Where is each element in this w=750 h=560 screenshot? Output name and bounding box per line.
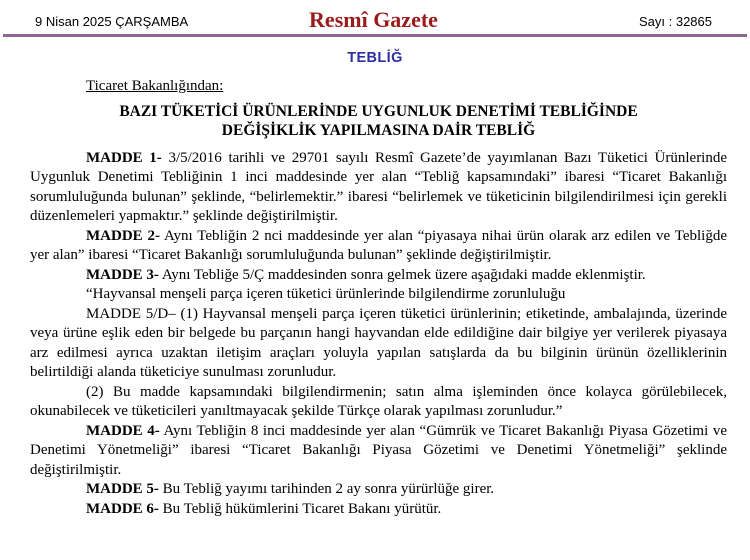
article-paragraph (30, 305, 727, 383)
article-paragraph (30, 285, 727, 305)
notification-document (30, 77, 727, 519)
article-paragraph (30, 266, 727, 286)
notification-title (30, 102, 727, 140)
gazette-date: 9 Nisan 2025 ÇARŞAMBA (35, 14, 189, 29)
article-text: Aynı Tebliğe 5/Ç maddesinden sonra gelmek üzere aşağıdaki madde eklenmiştir. (158, 266, 646, 283)
article-paragraph (30, 383, 727, 422)
article-number: MADDE 5- (86, 481, 159, 497)
article-paragraph (30, 149, 727, 227)
notification-title-line1: BAZI TÜKETİCİ ÜRÜNLERİNDE UYGUNLUK DENETİMİ TEBLİĞİNDE (119, 102, 638, 120)
article-text: (2) Bu madde kapsamındaki bilgilendirmenin; satın alma işleminden önce kolayca görülebilecek, okunabilecek ve tüketicileri yanıltmayacak şekilde Türkçe olarak yapılması zorunludur.” (30, 383, 727, 419)
notification-title-line2: DEĞİŞİKLİK YAPILMASINA DAİR TEBLİĞ (221, 121, 536, 139)
article-text: “Hayvansal menşeli parça içeren tüketici ürünlerinde bilgilendirme zorunluluğu (86, 286, 566, 302)
article-number: MADDE 3- (86, 266, 159, 283)
article-text: MADDE 5/D– (1) Hayvansal menşeli parça içeren tüketici ürünlerinin; etiketinde, ambalajında, üzerinde veya ürüne eşlik eden bir belgede bu parçanın hangi hayvandan elde edildiğine dair bilgiye yer verilerek piyasaya arz edilmesi ayrıca uzaktan iletişim araçları yoluyla yapılan satışlarda da bu bilginin ürünün özelliklerinin belirtildiği alanda tüketiciye sunulması zorunludur. (30, 305, 727, 380)
article-paragraph (30, 480, 727, 500)
article-text: 3/5/2016 tarihli ve 29701 sayılı Resmî Gazete’de yayımlanan Bazı Tüketici Ürünlerinde Uygunluk Denetimi Tebliğinin 1 inci maddesinde yer alan “Tebliğ kapsamındaki” ibaresi “Ticaret Bakanlığı sorumluluğunda bulunan” şeklinde, “belirlemektir.” ibaresi “belirlemek ve tüketicinin bilgilendirilmesi için gerekli düzenlemeleri yapmaktır.” şeklinde değiştirilmiştir. (30, 149, 728, 224)
article-text: Aynı Tebliğin 8 inci maddesinde yer alan “Gümrük ve Ticaret Bakanlığı Piyasa Gözetimi ve Denetimi Yönetmeliği” ibaresi “Ticaret Bakanlığı Piyasa Gözetimi ve Denetimi Yönetmeliği” şeklinde değiştirilmiştir. (30, 422, 728, 478)
article-text: Bu Tebliğ yayımı tarihinden 2 ay sonra yürürlüğe girer. (158, 481, 495, 497)
article-paragraph (30, 500, 727, 520)
article-number: MADDE 6- (86, 500, 159, 517)
issuing-authority: Ticaret Bakanlığından: (86, 78, 224, 94)
header-divider (3, 34, 747, 37)
notification-body (30, 149, 727, 520)
gazette-masthead (0, 0, 750, 32)
section-heading-teblig: TEBLİĞ (347, 50, 403, 66)
article-paragraph (30, 227, 727, 266)
article-paragraph (30, 422, 727, 481)
article-number: MADDE 4- (86, 422, 160, 439)
article-text: Aynı Tebliğin 2 nci maddesinde yer alan “piyasaya nihai ürün olarak arz edilen ve Tebliğde yer alan” ibaresi “Ticaret Bakanlığı sorumluluğunda bulunan” şeklinde değiştirilmiştir. (30, 227, 727, 263)
gazette-title: Resmî Gazete (309, 7, 438, 32)
article-number: MADDE 2- (86, 227, 161, 244)
article-number: MADDE 1- (86, 149, 162, 166)
article-text: Bu Tebliğ hükümlerini Ticaret Bakanı yürütür. (158, 500, 442, 517)
issue-number: Sayı : 32865 (639, 14, 712, 29)
